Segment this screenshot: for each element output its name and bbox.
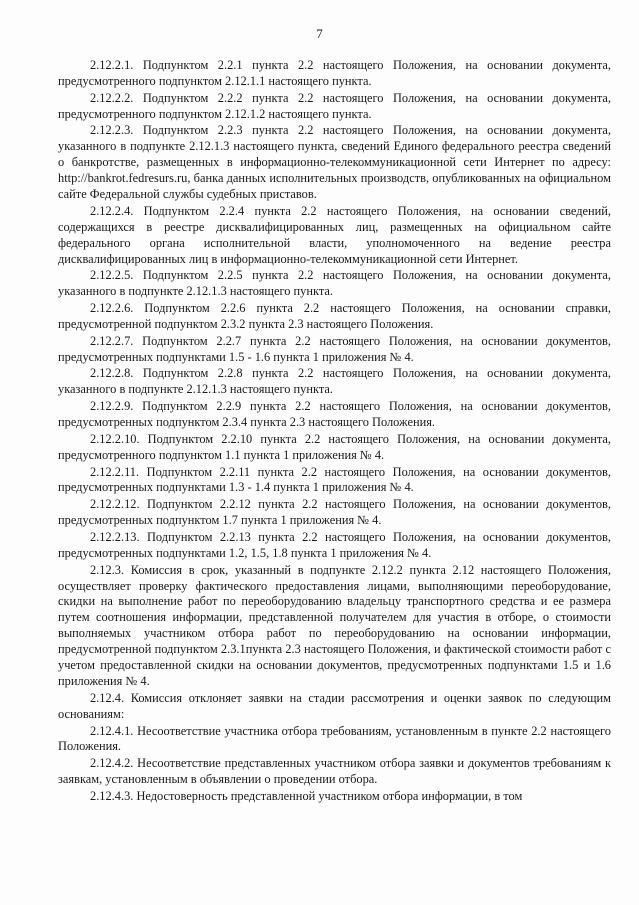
paragraph-2-12-2-1: 2.12.2.1. Подпунктом 2.2.1 пункта 2.2 настоящего Положения, на основании документа, предусмотренного подпунктом 2.12.1.1 настоящего пункта. xyxy=(58,58,611,88)
page-number: 7 xyxy=(316,26,323,41)
paragraph-2-12-2-13: 2.12.2.13. Подпунктом 2.2.13 пункта 2.2 настоящего Положения, на основании документов, предусмотренных подпунктами 1.2, 1.5, 1.8 пункта 1 приложения № 4. xyxy=(58,529,611,560)
paragraph-2-12-2-2: 2.12.2.2. Подпунктом 2.2.2 пункта 2.2 настоящего Положения, на основании документа, предусмотренного подпунктом 2.12.1.2 настоящего пункта. xyxy=(58,90,611,121)
paragraph-2-12-3: 2.12.3. Комиссия в срок, указанный в подпункте 2.12.2 пункта 2.12 настоящего Положения, осуществляет проверку фактического предоставления лицами, выполняющими переоборудование, скидки на выполнение работ по переоборудованию владельцу транспортного средства и ее размера путем соотношения информации, представленной получателем для участия в отборе, о стоимости выполняемых участником отбора работ по переоборудованию на основании информации, предусмотренной подпунктом 2.3.1пункта 2.3 настоящего Положения, и фактической стоимости работ с учетом предоставленной скидки на основании документов, предусмотренных подпунктами 1.5 и 1.6 приложения № 4. xyxy=(58,562,611,689)
paragraph-2-12-4-3: 2.12.4.3. Недостоверность представленной участником отбора информации, в том xyxy=(90,788,523,803)
paragraph-2-12-4: 2.12.4. Комиссия отклоняет заявки на стадии рассмотрения и оценки заявок по следующим основаниям: xyxy=(58,690,611,721)
paragraph-2-12-2-10: 2.12.2.10. Подпунктом 2.2.10 пункта 2.2 настоящего Положения, на основании документа, предусмотренного подпунктом 1.1 пункта 1 приложения № 4. xyxy=(58,431,611,462)
paragraph-2-12-4-2: 2.12.4.2. Несоответствие представленных участником отбора заявки и документов требованиям к заявкам, установленным в объявлении о проведении отбора. xyxy=(58,756,611,787)
paragraph-2-12-2-7: 2.12.2.7. Подпунктом 2.2.7 пункта 2.2 настоящего Положения, на основании документов, предусмотренных подпунктами 1.5 - 1.6 пункта 1 приложения № 4. xyxy=(58,333,611,364)
paragraph-2-12-2-8: 2.12.2.8. Подпунктом 2.2.8 пункта 2.2 настоящего Положения, на основании документа, указанного в подпункте 2.12.1.3 настоящего пункта. xyxy=(58,366,611,397)
document-body xyxy=(58,58,611,806)
paragraph-2-12-4-1: 2.12.4.1. Несоответствие участника отбора требованиям, установленным в пункте 2.2 настоящего Положения. xyxy=(58,723,611,754)
paragraph-2-12-2-11: 2.12.2.11. Подпунктом 2.2.11 пункта 2.2 настоящего Положения, на основании документов, предусмотренных подпунктами 1.3 - 1.4 пункта 1 приложения № 4. xyxy=(58,464,611,495)
paragraph-2-12-2-9: 2.12.2.9. Подпунктом 2.2.9 пункта 2.2 настоящего Положения, на основании документов, предусмотренных подпунктом 2.3.4 пункта 2.3 настоящего Положения. xyxy=(58,399,611,430)
paragraph-2-12-2-12: 2.12.2.12. Подпунктом 2.2.12 пункта 2.2 настоящего Положения, на основании документов, предусмотренных подпунктом 1.7 пункта 1 приложения № 4. xyxy=(58,497,611,528)
paragraph-2-12-2-5: 2.12.2.5. Подпунктом 2.2.5 пункта 2.2 настоящего Положения, на основании документа, указанного в подпункте 2.12.1.3 настоящего пункта. xyxy=(58,268,611,299)
paragraph-2-12-2-3: 2.12.2.3. Подпунктом 2.2.3 пункта 2.2 настоящего Положения, на основании документа, указанного в подпункте 2.12.1.3 настоящего пункта, сведений Единого федерального реестра сведений о банкротстве, размещенных в информационно-телекоммуникационной сети Интернет по адресу: http://bankrot.fedresurs.ru, банка данных исполнительных производств, опубликованных на официальном сайте Федеральной службы судебных приставов. xyxy=(58,123,611,202)
paragraph-2-12-2-6: 2.12.2.6. Подпунктом 2.2.6 пункта 2.2 настоящего Положения, на основании справки, предусмотренной подпунктом 2.3.2 пункта 2.3 настоящего Положения. xyxy=(58,301,611,331)
paragraph-2-12-2-4: 2.12.2.4. Подпунктом 2.2.4 пункта 2.2 настоящего Положения, на основании сведений, содержащихся в реестре дисквалифицированных лиц, размещенных на официальном сайте федерального органа исполнительной власти, уполномоченного на ведение реестра дисквалифицированных лиц в информационно-телекоммуникационной сети Интернет. xyxy=(58,203,611,266)
